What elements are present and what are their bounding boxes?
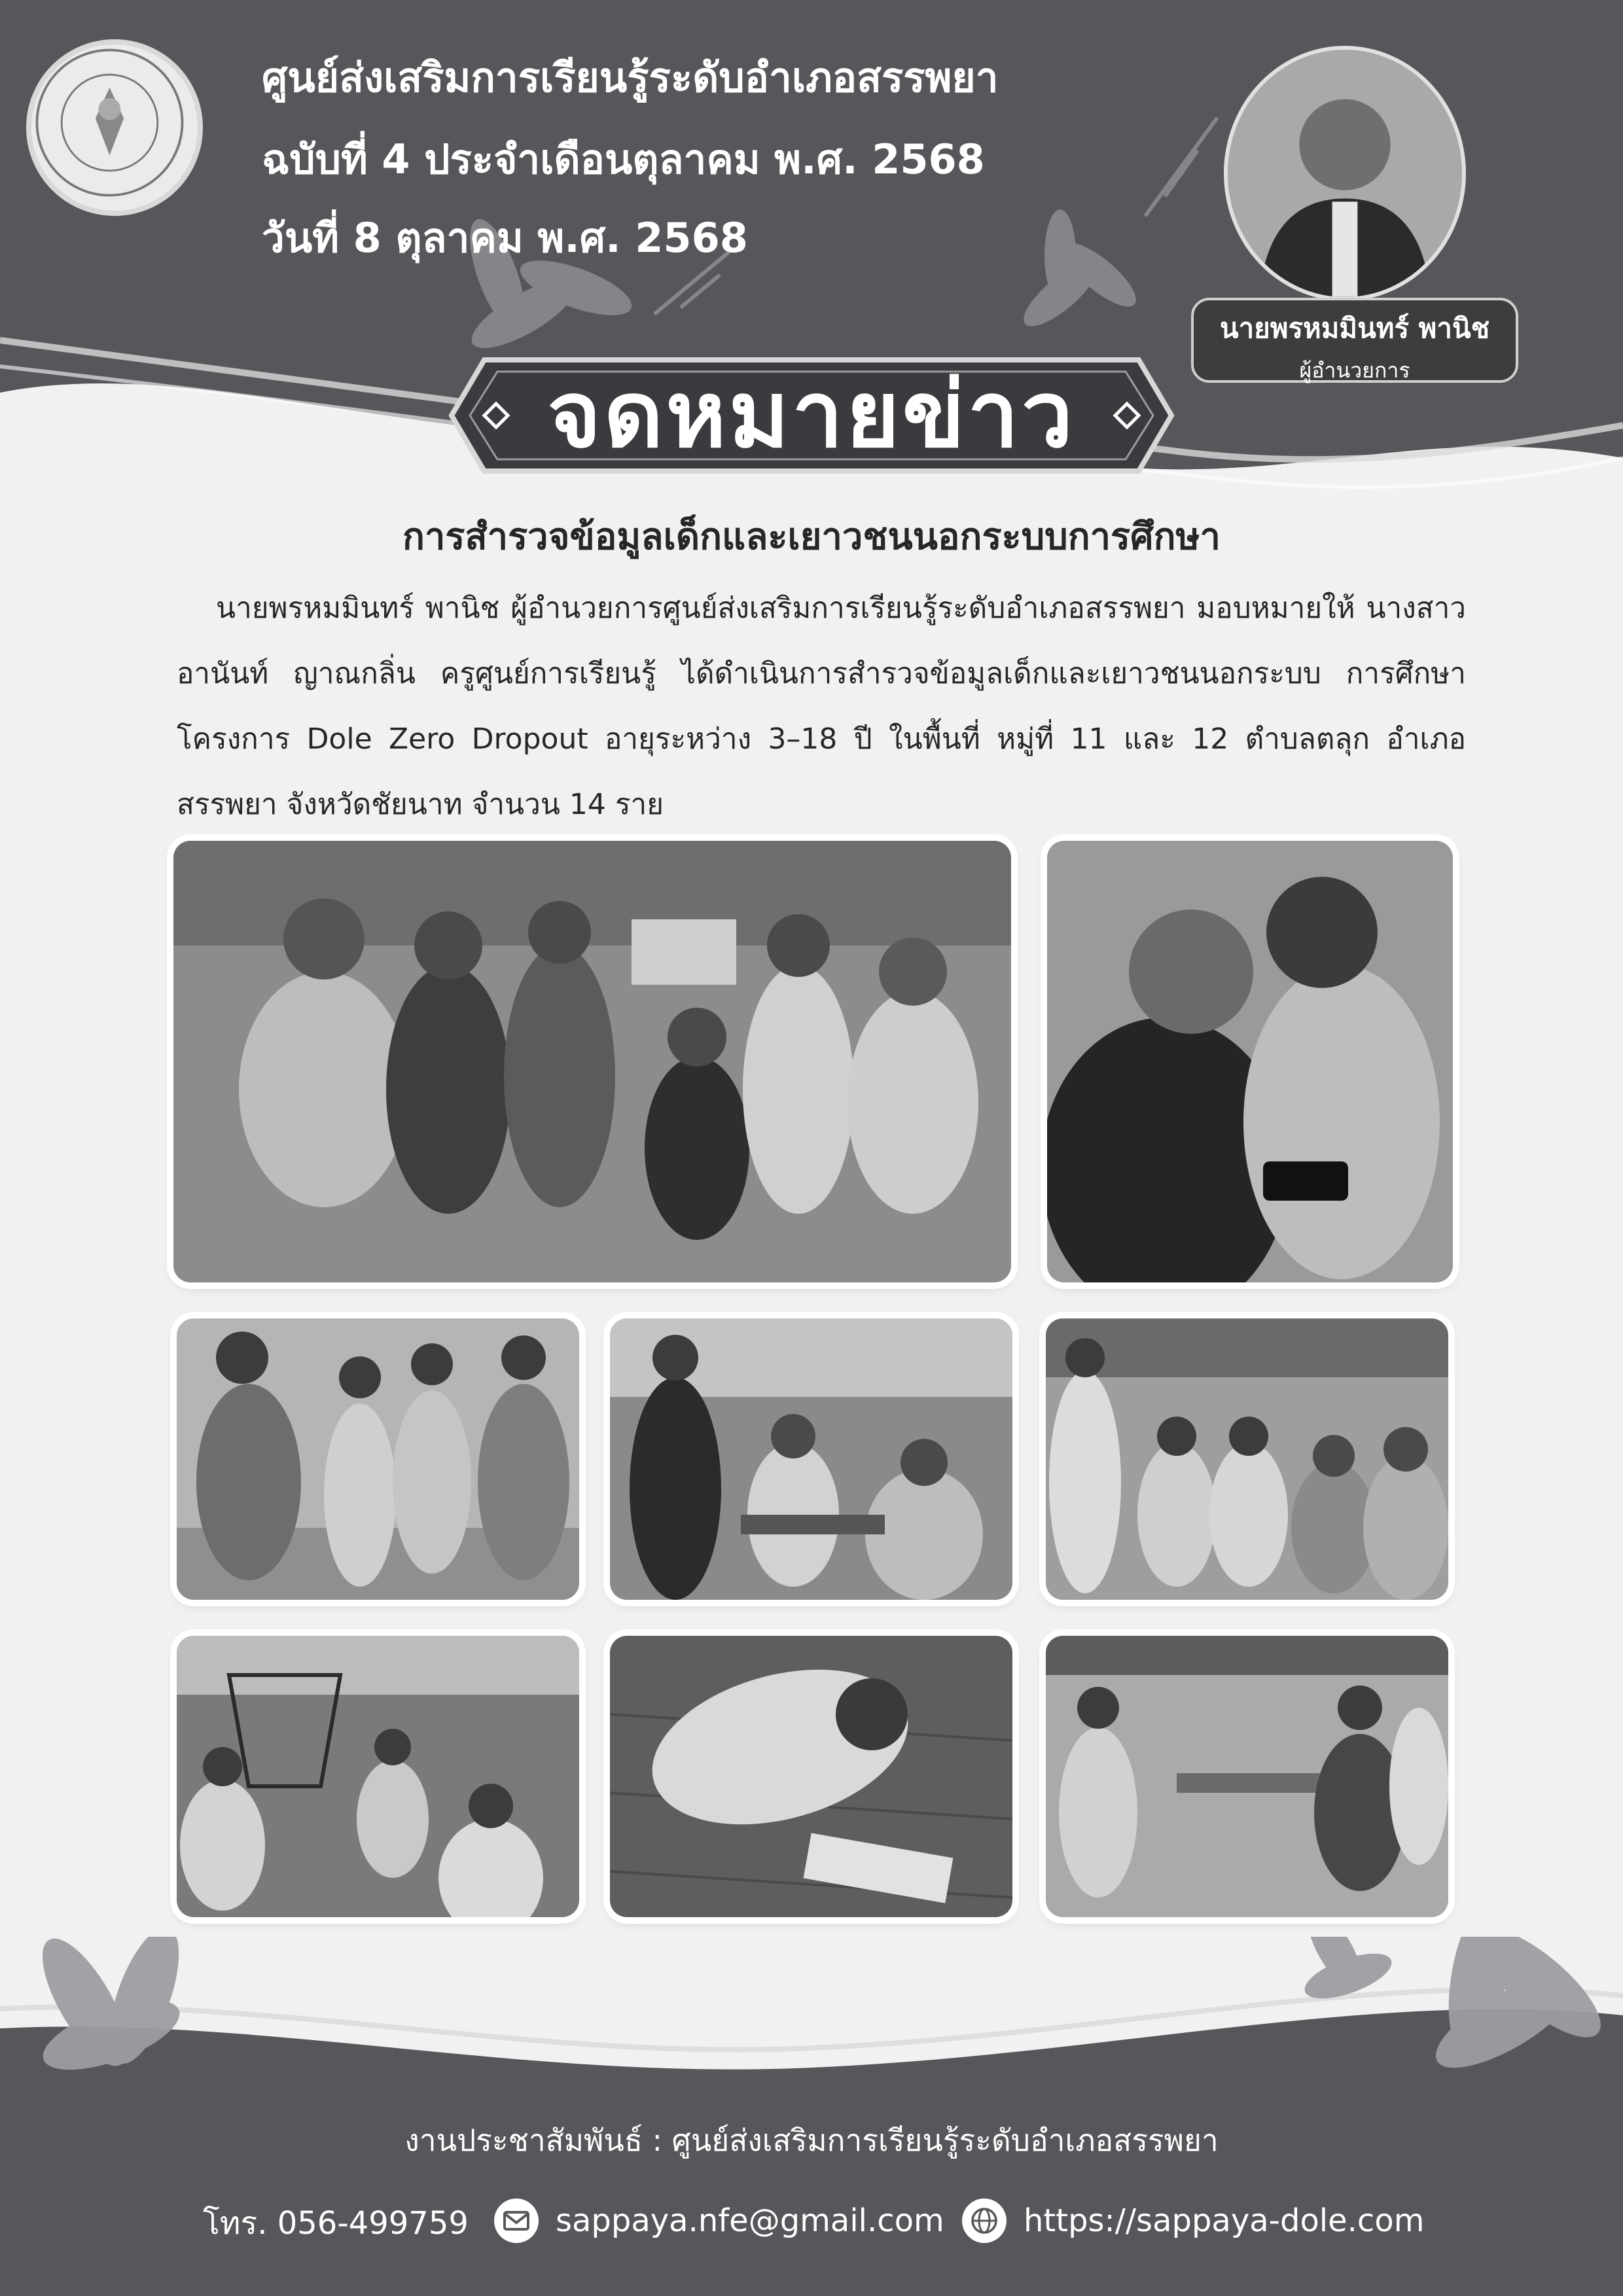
activity-photo bbox=[1046, 1318, 1448, 1600]
contact-website bbox=[962, 2199, 1424, 2243]
envelope-icon bbox=[494, 2199, 539, 2243]
director-name-plate bbox=[1191, 298, 1518, 383]
newsletter-title: จดหมายข่าว bbox=[547, 362, 1076, 468]
organization-name: ศูนย์ส่งเสริมการเรียนรู้ระดับอำเภอสรรพยา bbox=[262, 54, 999, 101]
director-role: ผู้อำนวยการ bbox=[1299, 358, 1410, 383]
activity-photo bbox=[610, 1318, 1012, 1600]
director-name: นายพรหมมินทร์ พานิช bbox=[1219, 312, 1490, 344]
activity-photo bbox=[1046, 1636, 1448, 1917]
activity-photo bbox=[177, 1636, 579, 1917]
website-link[interactable]: https://sappaya-dole.com bbox=[1024, 2202, 1425, 2239]
organization-seal-icon bbox=[26, 39, 203, 216]
activity-photo bbox=[177, 1318, 579, 1600]
director-portrait bbox=[1224, 46, 1466, 301]
contact-phone bbox=[203, 2199, 469, 2248]
issue-date: วันที่ 8 ตุลาคม พ.ศ. 2568 bbox=[262, 214, 748, 262]
activity-photo bbox=[610, 1636, 1012, 1917]
contact-email bbox=[494, 2199, 944, 2243]
footer-pr-line: งานประชาสัมพันธ์ : ศูนย์ส่งเสริมการเรียนรู้ระดับอำเภอสรรพยา bbox=[404, 2123, 1219, 2158]
activity-photo bbox=[1047, 841, 1453, 1282]
article-body: นายพรหมมินทร์ พานิช ผู้อำนวยการศูนย์ส่งเสริมการเรียนรู้ระดับอำเภอสรรพยา มอบหมายให้ นางสาวอานันท์ ญาณกลิ่น ครูศูนย์การเรียนรู้ ได้ดำเนินการสำรวจข้อมูลเด็กและเยาวชนนอกระบบ การศึกษา โครงการ Dole Zero Dropout อายุระหว่าง 3–18 ปี ในพื้นที่ หมู่ที่ 11 และ 12 ตำบลตลุก อำเภอสรรพยา จังหวัดชัยนาท จำนวน 14 ราย bbox=[177, 592, 1466, 821]
article-heading: การสำรวจข้อมูลเด็กและเยาวชนนอกระบบการศึกษา bbox=[402, 516, 1221, 558]
contact-bar bbox=[0, 2199, 1623, 2257]
globe-icon bbox=[962, 2199, 1007, 2243]
activity-photo bbox=[173, 841, 1011, 1282]
email-link[interactable]: sappaya.nfe@gmail.com bbox=[556, 2202, 944, 2239]
issue-number: ฉบับที่ 4 ประจำเดือนตุลาคม พ.ศ. 2568 bbox=[262, 135, 985, 183]
phone-number[interactable]: โทร. 056-499759 bbox=[203, 2205, 469, 2242]
